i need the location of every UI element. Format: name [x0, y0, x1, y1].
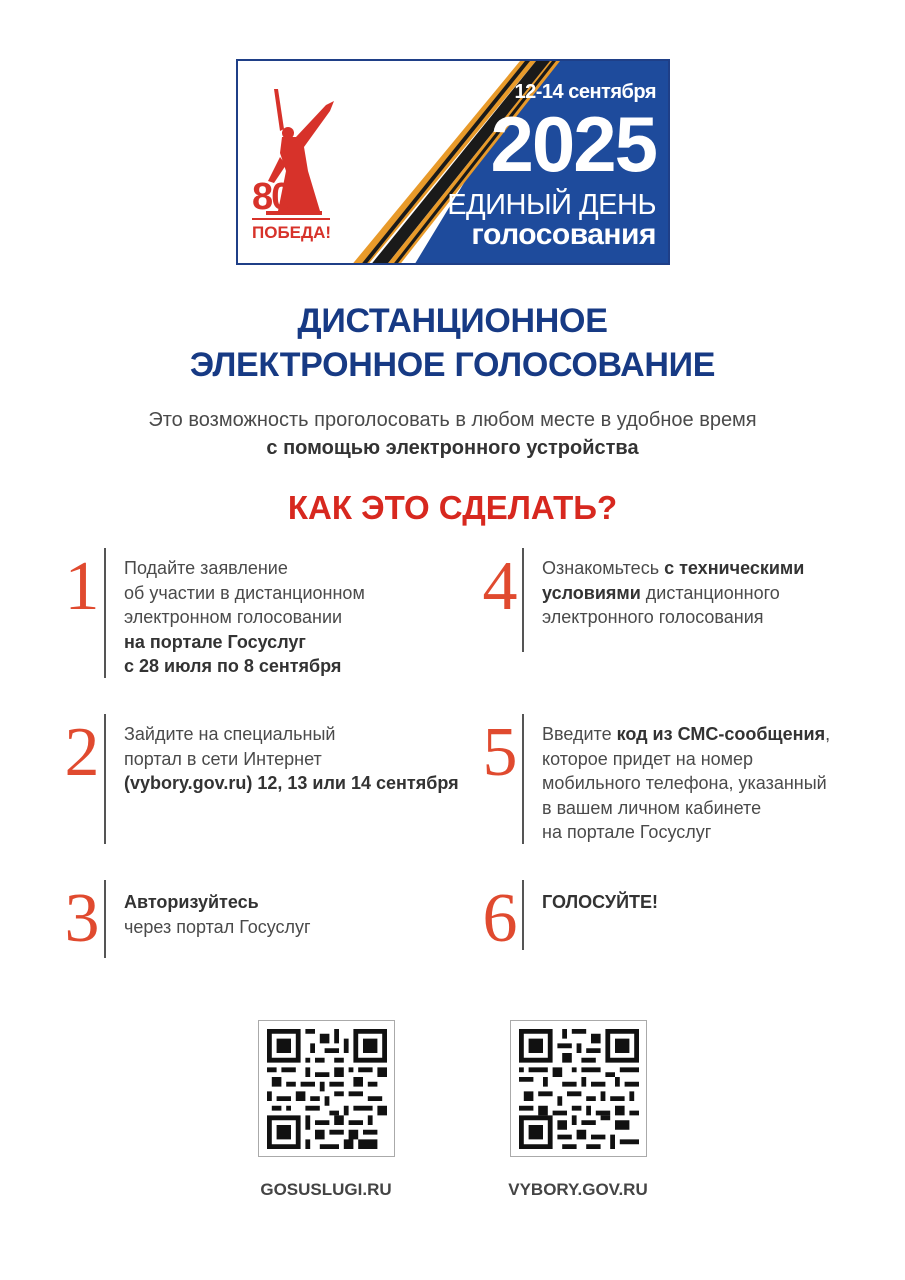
step-text: [124, 556, 454, 679]
step-text: [542, 556, 882, 630]
step-divider: [104, 548, 106, 678]
step-1: [62, 548, 462, 678]
banner-line1: ЕДИНЫЙ ДЕНЬ: [447, 189, 656, 221]
step-line: электронного голосования: [542, 607, 764, 627]
step-divider: [104, 880, 106, 958]
banner-year: 2025: [490, 100, 656, 188]
step-line: Зайдите на специальный: [124, 724, 336, 744]
step-text: [542, 722, 882, 845]
page-title-line1: ДИСТАНЦИОННОЕ: [297, 302, 608, 340]
step-text: [542, 890, 872, 915]
step-number: 5: [482, 714, 518, 791]
step-line: (vybory.gov.ru) 12, 13 или 14 сентября: [124, 773, 459, 793]
step-line: которое придет на номер: [542, 748, 754, 769]
qr-code-icon: [519, 1029, 639, 1149]
step-line: условиями дистанционного: [542, 582, 780, 603]
step-line: электронном голосовании: [124, 607, 343, 627]
step-line: ГОЛОСУЙТЕ!: [542, 892, 659, 912]
logo-80: 80: [252, 176, 291, 218]
logo-divider: [252, 218, 330, 220]
step-6: [480, 880, 880, 957]
election-banner: [236, 59, 670, 265]
qr-code-vybory[interactable]: [510, 1020, 647, 1157]
subtitle-line1: Это возможность проголосовать в любом месте в удобное время: [148, 409, 757, 431]
step-line: об участии в дистанционном: [124, 582, 365, 603]
step-2: [62, 714, 482, 844]
step-line: в вашем личном кабинете: [542, 797, 762, 818]
qr-code-gosuslugi[interactable]: [258, 1020, 395, 1157]
step-number: 3: [64, 880, 100, 957]
qr-label-gosuslugi[interactable]: GOSUSLUGI.RU: [260, 1180, 392, 1199]
step-divider: [522, 548, 524, 652]
step-number: 2: [64, 714, 100, 791]
subtitle-line2: с помощью электронного устройства: [266, 437, 639, 459]
step-number: 1: [64, 548, 100, 625]
step-text: [124, 722, 484, 796]
step-number: 6: [482, 880, 518, 957]
step-number: 4: [482, 548, 518, 625]
step-line: Подайте заявление: [124, 558, 288, 578]
step-5: [480, 714, 880, 844]
step-4: [480, 548, 880, 652]
step-line: через портал Госуслуг: [124, 916, 311, 937]
step-line: на портале Госуслуг: [124, 631, 306, 652]
step-line: Введите код из СМС-сообщения,: [542, 724, 831, 744]
step-line: Ознакомьтесь с техническими: [542, 558, 805, 578]
step-divider: [522, 880, 524, 950]
step-line: мобильного телефона, указанный: [542, 773, 827, 793]
step-text: [124, 890, 454, 939]
qr-label-vybory[interactable]: VYBORY.GOV.RU: [508, 1180, 648, 1199]
step-line: с 28 июля по 8 сентября: [124, 656, 342, 676]
banner-line2: голосования: [471, 218, 656, 251]
step-divider: [104, 714, 106, 844]
how-to-heading: КАК ЭТО СДЕЛАТЬ?: [287, 489, 618, 526]
step-divider: [522, 714, 524, 844]
page-title-line2: ЭЛЕКТРОННОЕ ГОЛОСОВАНИЕ: [189, 346, 716, 384]
logo-victory-text: ПОБЕДА!: [252, 223, 332, 242]
step-line: портал в сети Интернет: [124, 748, 322, 769]
step-3: [62, 880, 462, 958]
step-line: Авторизуйтесь: [124, 892, 259, 912]
banner-dates: 12-14 сентября: [514, 81, 656, 103]
qr-code-icon: [267, 1029, 387, 1149]
step-line: на портале Госуслуг: [542, 822, 712, 842]
